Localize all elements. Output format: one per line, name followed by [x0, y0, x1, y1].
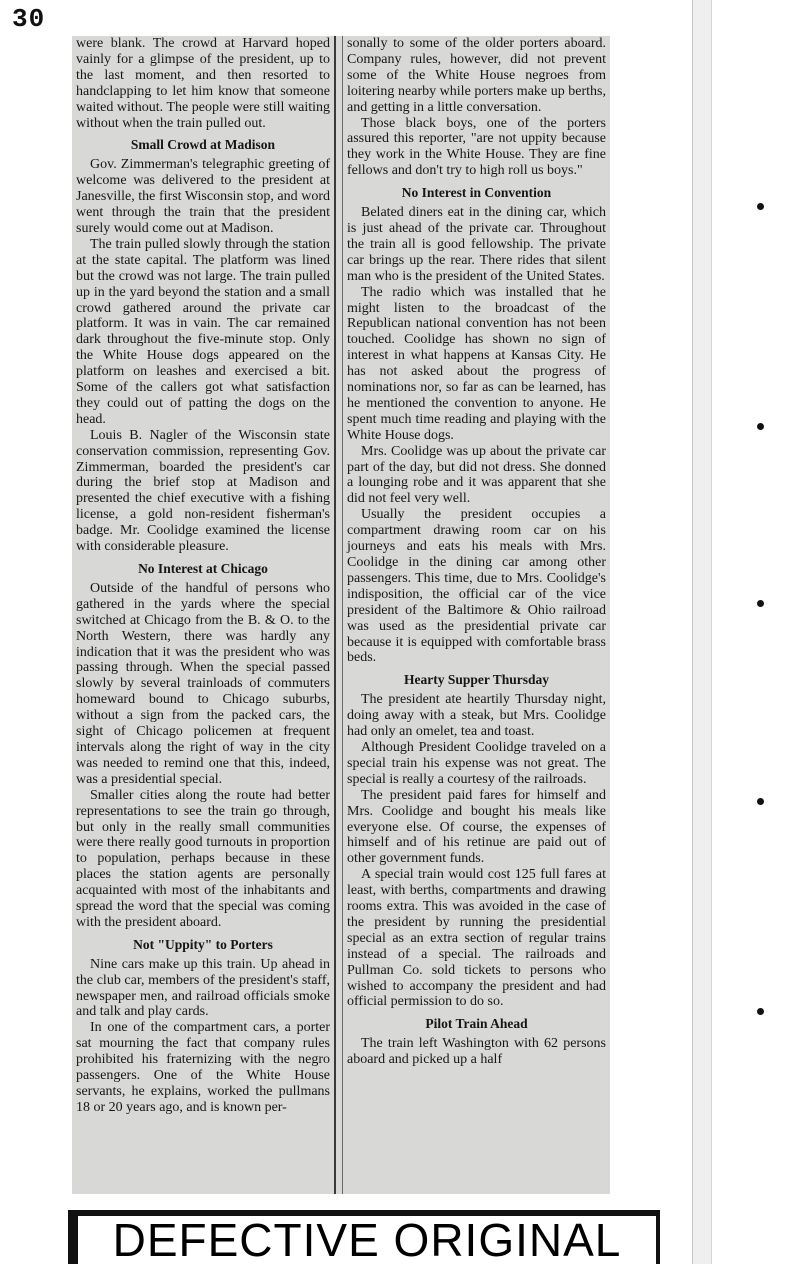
right-column [342, 36, 610, 1194]
article-paragraph: Gov. Zimmerman's telegraphic greeting of welcome was delivered to the president at Janesville, the first Wisconsin stop, and word went through the train that the president surely would come out at Madison. [76, 157, 330, 236]
article-paragraph: sonally to some of the older porters aboard. Company rules, however, did not prevent some of the White House negroes from loitering nearby while porters make up berths, and getting in a little conversation. [347, 36, 606, 115]
article-paragraph: Although President Coolidge traveled on a special train his expense was not great. The special is really a courtesy of the railroads. [347, 739, 606, 787]
defective-original-label: DEFECTIVE ORIGINAL [78, 1216, 656, 1264]
article-paragraph: Belated diners eat in the dining car, which is just ahead of the private car. Throughout the train all is good fellowship. The private car brings up the rear. There rides that silent man who is the president of the United States. [347, 205, 606, 284]
article-paragraph: Mrs. Coolidge was up about the private car part of the day, but did not dress. She donned a lounging robe and it was apparent that she did not feel very well. [347, 443, 606, 507]
binding-strip [692, 0, 712, 1264]
left-column [72, 36, 336, 1194]
section-heading: Not "Uppity" to Porters [133, 936, 273, 952]
article-paragraph: In one of the compartment cars, a porter sat mourning the fact that company rules prohibited his fraternizing with the negro passengers. One of the White House servants, he explains, worked the pullmans 18 or 20 years ago, and is known per- [76, 1020, 330, 1115]
punch-hole [757, 423, 764, 430]
article-paragraph: The train left Washington with 62 persons aboard and picked up a half [347, 1036, 606, 1068]
punch-hole [757, 798, 764, 805]
article-paragraph: Louis B. Nagler of the Wisconsin state conservation commission, representing Gov. Zimmerman, boarded the president's car during the brief stop at Madison and presented the chief executive with a fishing license, a gold non-resident fisherman's badge. Mr. Coolidge examined the license with considerable pleasure. [76, 427, 330, 555]
section-heading: No Interest in Convention [401, 185, 552, 201]
page-number: 30 [12, 4, 46, 34]
article-paragraph: The radio which was installed that he might listen to the broadcast of the Republican national convention has not been touched. Coolidge has shown no sign of interest in what happens at Kansas City. He has not asked about the progress of nominations nor, so far as can be learned, has he mentioned the convention to anyone. He spent much time reading and playing with the White House dogs. [347, 284, 606, 443]
section-heading: Hearty Supper Thursday [403, 672, 550, 688]
punch-hole [757, 1008, 764, 1015]
article-paragraph: The train pulled slowly through the station at the state capital. The platform was lined but the crowd was not large. The train pulled up in the yard beyond the station and a small crowd gathered around the private car platform. It was in vain. The car remained dark throughout the five-minute stop. Only the White House dogs appeared on the platform on leashes and exercised a bit. Some of the callers got what satisfaction they could out of patting the dogs on the head. [76, 236, 330, 427]
section-heading: Small Crowd at Madison [130, 137, 276, 153]
newspaper-clipping [72, 36, 610, 1194]
section-heading: Pilot Train Ahead [425, 1016, 528, 1032]
article-paragraph: A special train would cost 125 full fares at least, with berths, compartments and drawing rooms extra. This was avoided in the case of the president by running the presidential special as an extra section of regular trains instead of a special. The railroads and Pullman Co. sold tickets to persons who wished to accompany the president and had official permission to do so. [347, 867, 606, 1010]
article-paragraph: were blank. The crowd at Harvard hoped vainly for a glimpse of the president, up to the last moment, and then resorted to handclapping to let him know that someone waited without. The people were still waiting without when the train pulled out. [76, 36, 330, 131]
article-paragraph: The president paid fares for himself and Mrs. Coolidge and bought his meals like everyone else. Of course, the expenses of himself and of his retinue are paid out of other government funds. [347, 787, 606, 867]
article-paragraph: Nine cars make up this train. Up ahead in the club car, members of the president's staff, newspaper men, and railroad officials smoke and talk and play cards. [76, 956, 330, 1020]
punch-hole [757, 203, 764, 210]
section-heading: No Interest at Chicago [138, 561, 268, 576]
article-paragraph: The president ate heartily Thursday night, doing away with a steak, but Mrs. Coolidge had only an omelet, tea and toast. [347, 692, 606, 740]
article-paragraph: Those black boys, one of the porters assured this reporter, "are not uppity because they work in the White House. They are fine fellows and don't try to high roll us boys." [347, 115, 606, 179]
article-paragraph: Smaller cities along the route had better representations to see the train go through, but only in the really small communities were there really good turnouts in proportion to population, perhaps because in these places the station agents are personally acquainted with most of the inhabitants and spread the word that the special was coming with the president aboard. [76, 787, 330, 930]
article-paragraph: Usually the president occupies a compartment drawing room car on his journeys and eats his meals with Mrs. Coolidge in the dining car among other passengers. This time, due to Mrs. Coolidge's indisposition, the official car of the vice president of the Baltimore & Ohio railroad was used as the presidential private car because it is equipped with comfortable brass beds. [347, 507, 606, 666]
article-paragraph: Outside of the handful of persons who gathered in the yards where the special switched at Chicago from the B. & O. to the North Western, there was hardly any indication that it was the president who was passing through. When the special passed slowly by several trainloads of commuters homeward bound to Chicago suburbs, without a sign from the packed cars, the sight of Chicago policemen at frequent intervals along the right of way in the city was needed to remind one that this, indeed, was a presidential special. [76, 580, 330, 787]
punch-hole [757, 600, 764, 607]
